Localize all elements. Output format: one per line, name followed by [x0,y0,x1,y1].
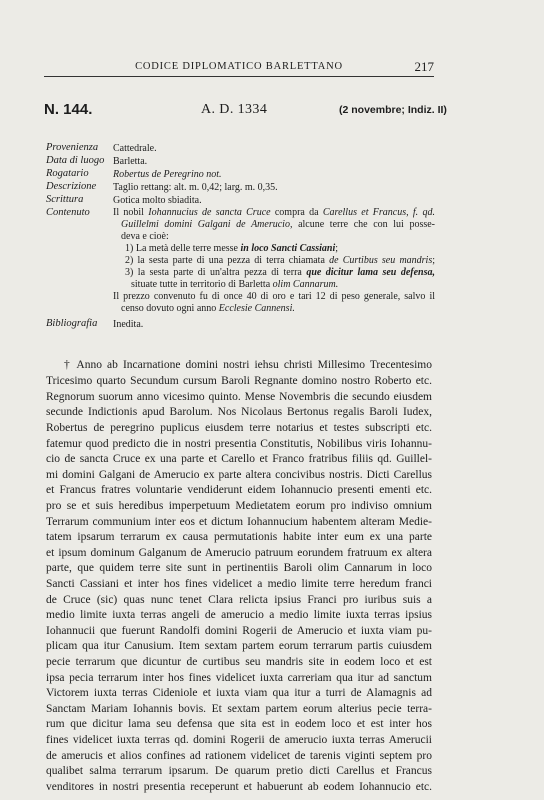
text-line: Robertus de peregrino puplicus eiusdem terre notarius et testes subscripti etc. [46,422,432,434]
contenuto-text: alcune terre che con lui posse- [292,219,435,230]
contenuto-text: 2) la sesta parte di una pezza di terra chiamata [125,255,330,266]
text-line: Tricesimo quarto Secundum cursum Baroli Regnante domino nostro Roberto etc. [46,375,432,387]
text-line: tatem ipsarum terrarum ex causa permutationis habite inter eum ex una parte [46,531,432,543]
text-line: cio de sancta Cruce ex una parte et Carello et Franco fratribus filiis qd. Guillel- [46,453,432,465]
value-provenienza: Cattedrale. [113,143,157,154]
contenuto-line-5 [113,291,435,303]
label-rogatario: Rogatario [46,168,89,179]
contenuto-italic: de Curtibus seu mandris [329,255,433,266]
contenuto-text: Il prezzo convenuto fu di once 40 di oro e tari 12 di peso generale, salvo il [113,291,435,302]
text-line: et Francus fratres voluntarie vendiderunt eidem Iohannucio presenti ementi etc. [46,484,432,496]
contenuto-item-2 [125,255,435,267]
contenuto-text: compra da [270,207,323,218]
text-line: venditores in nostri presentia receperunt et habuerunt ab eodem Iohannucio etc. [46,781,432,793]
contenuto-italic: Carellus et Francus, f. qd. [322,207,435,218]
page-number: 217 [414,59,434,74]
text-line: Iohannucii que fuerunt Randolfi domini Rogerii de Amerucio et iuxta viam pu- [46,625,432,637]
contenuto-italic: que dicitur lama seu defensa, [306,267,435,278]
contenuto-italic: Iohannucius de sancta Cruce [148,207,271,218]
document-meta: (2 novembre; Indiz. II) [339,104,447,116]
value-bibliografia: Inedita. [113,319,144,330]
document-number: N. 144. [44,101,93,118]
label-provenienza: Provenienza [46,142,99,153]
text-line: de Cruce (sic) quas nunc tenet Clara relicta ipsius Franci pro iuribus suis a [46,594,432,606]
contenuto-line-3 [121,231,435,243]
value-descrizione: Taglio rettang: alt. m. 0,42; larg. m. 0,35. [113,182,278,193]
contenuto-item-1 [125,243,435,255]
label-contenuto: Contenuto [46,207,90,218]
running-head [44,58,434,77]
contenuto-item-3 [125,267,435,279]
contenuto-line-6 [121,303,435,315]
document-date: A. D. 1334 [201,102,268,117]
contenuto-text: situate tutte in territorio di Barletta [131,279,273,290]
text-line: Victorem iuxta terras Cideniole et iuxta viam qua itur a turri de Alamagnis ad [46,687,432,699]
running-head-title: CODICE DIPLOMATICO BARLETTANO [135,61,343,72]
contenuto-italic: Guillelmi domini Galgani de Amerucio, [121,219,293,230]
text-line: mi domini Galgani de Amerucio ex parte altera concivibus nostris. Dicti Carellus [46,469,432,481]
text-line: rum que dicitur lama seu defensa que sita est in eodem loco et est inter hos [46,718,432,730]
text-line: Sancti Cassiani et inter hos fines videlicet a medio limite terre heredum franci [46,578,432,590]
label-data-luogo: Data di luogo [46,155,105,166]
contenuto-text: ; [335,243,339,254]
contenuto-text: 1) La metà delle terre messe [125,243,241,254]
text-line: Terrarum communium inter eos et dictum Iohannucium habentem alteram Medie- [46,516,432,528]
text-line: medio limite iuxta terras angeli de amerucio a medio limite iuxta terras ipsius [46,609,432,621]
text-line: Sanctam Mariam Iohannis bovis. Et sextam partem eorum alterius pecie terra- [46,703,432,715]
text-line: fines videlicet iuxta terras qd. domini Rogerii de amerucio iuxta terras Amerucii [46,734,432,746]
contenuto-line-2 [121,219,435,231]
text-line: plicam qua itur Canusium. Item sextam partem eorum terrarum partis cuiusdem [46,640,432,652]
contenuto-text: deva e cioè: [121,231,169,242]
text-line: Regnorum suorum anno vicesimo quinto. Mense Novembris die secundo eiusdem [46,391,432,403]
contenuto-line-1 [113,207,435,219]
contenuto-text: 3) la sesta parte di un'altra pezza di terra [125,267,307,278]
value-rogatario: Robertus de Peregrino not. [113,169,222,180]
text-line: secunde Indictionis apud Barolum. Nos Nicolaus Bertonus regalis Baroli Iudex, [46,406,432,418]
label-bibliografia: Bibliografia [46,318,98,329]
contenuto-italic: Ecclesie Cannensi. [218,303,295,314]
contenuto-text: ; [432,255,436,266]
contenuto-italic: in loco Sancti Cassiani [240,243,336,254]
text-line: qualibet salma terrarum ipsarum. De quarum pretio dicti Carellus et Francus [46,765,432,777]
text-line: pecie terrarum que dicuntur de curtibus seu mandris site in eodem loco et est [46,656,432,668]
contenuto-item-4 [131,279,435,291]
contenuto-italic: olim Cannarum. [272,279,339,290]
text-line: fatemur quod predicto die in nostri presentia Constitutis, Nobilibus viris Iohannu- [46,438,432,450]
text-line: et ipsum dominum Galganum de Amerucio patruum eorundem fratruum ex altera [46,547,432,559]
value-scrittura: Gotica molto sbiadita. [113,195,202,206]
contenuto-text: censo dovuto ogni anno [121,303,219,314]
text-line: de amerucis et alios confines ad rationem videlicet de tarenis viginti septem pro [46,750,432,762]
contenuto-text: Il nobil [113,207,149,218]
text-line: parte, que quidem terre site sunt in pertinentiis Baroli olim Cannarum in loco [46,562,432,574]
label-scrittura: Scrittura [46,194,84,205]
text-line: † Anno ab Incarnatione domini nostri iehsu christi Millesimo Trecentesimo [64,359,432,371]
value-data-luogo: Barletta. [113,156,148,167]
text-line: ipsa pecia terrarum inter hos fines videlicet iuxta carreriam qua itur ad sanctum [46,672,432,684]
text-line: pro se et suis heredibus imperpetuum Medietatem eorum pro indiviso omnium [46,500,432,512]
label-descrizione: Descrizione [46,181,97,192]
